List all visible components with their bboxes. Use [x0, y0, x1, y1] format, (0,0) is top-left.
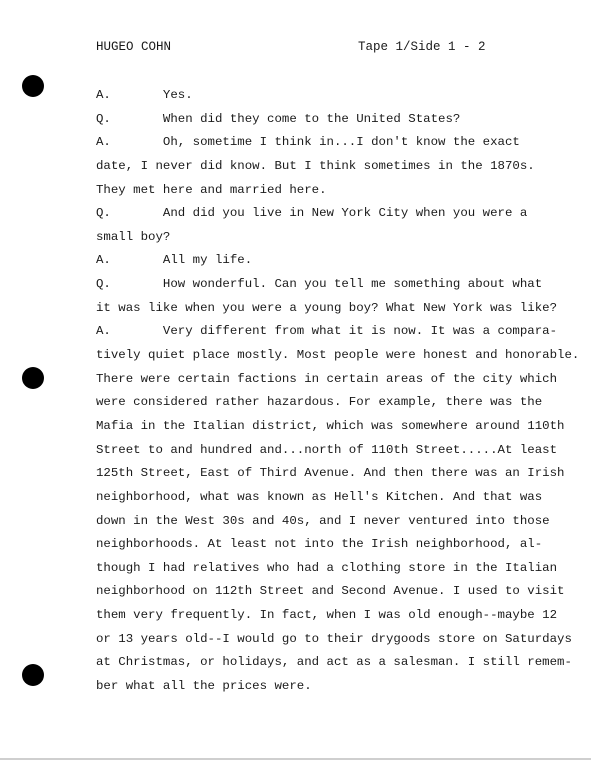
transcript-body: [96, 84, 580, 699]
transcript-line: Q. When did they come to the United States?: [96, 111, 461, 126]
transcript-line: Q. And did you live in New York City when you were a: [96, 206, 528, 221]
transcript-line: date, I never did know. But I think sometimes in the 1870s.: [96, 158, 535, 173]
transcript-line: down in the West 30s and 40s, and I never ventured into those: [96, 513, 550, 528]
transcript-line: them very frequently. In fact, when I was old enough--maybe 12: [96, 608, 558, 623]
transcript-line: tively quiet place mostly. Most people were honest and honorable.: [96, 348, 580, 363]
transcript-line: ber what all the prices were.: [96, 679, 312, 694]
interviewee-name: HUGEO COHN: [96, 40, 172, 54]
transcript-line: A. Yes.: [96, 88, 193, 102]
transcript-line: neighborhoods. At least not into the Irish neighborhood, al-: [96, 537, 543, 552]
binder-hole: [22, 664, 44, 686]
transcript-line: neighborhood on 112th Street and Second Avenue. I used to visit: [96, 584, 565, 599]
transcript-line: it was like when you were a young boy? What New York was like?: [96, 300, 558, 315]
transcript-line: A. Oh, sometime I think in...I don't know the exact: [96, 135, 520, 150]
binder-hole: [22, 75, 44, 97]
transcript-line: Q. How wonderful. Can you tell me something about what: [96, 277, 543, 292]
transcript-line: There were certain factions in certain areas of the city which: [96, 371, 558, 386]
transcript-line: at Christmas, or holidays, and act as a salesman. I still remem-: [96, 655, 572, 670]
transcript-line: Mafia in the Italian district, which was somewhere around 110th: [96, 418, 565, 433]
transcript-line: 125th Street, East of Third Avenue. And then there was an Irish: [96, 466, 565, 481]
transcript-line: neighborhood, what was known as Hell's Kitchen. And that was: [96, 489, 543, 504]
transcript-line: though I had relatives who had a clothing store in the Italian: [96, 560, 558, 575]
transcript-line: Street to and hundred and...north of 110th Street.....At least: [96, 442, 558, 457]
tape-label: Tape 1/Side 1 - 2: [358, 40, 486, 54]
transcript-line: or 13 years old--I would go to their drygoods store on Saturdays: [96, 631, 572, 646]
transcript-line: They met here and married here.: [96, 182, 327, 197]
transcript-line: A. Very different from what it is now. It was a compara-: [96, 324, 558, 339]
transcript-line: small boy?: [96, 229, 171, 244]
transcript-line: were considered rather hazardous. For example, there was the: [96, 395, 543, 410]
transcript-line: A. All my life.: [96, 253, 253, 268]
binder-hole: [22, 367, 44, 389]
